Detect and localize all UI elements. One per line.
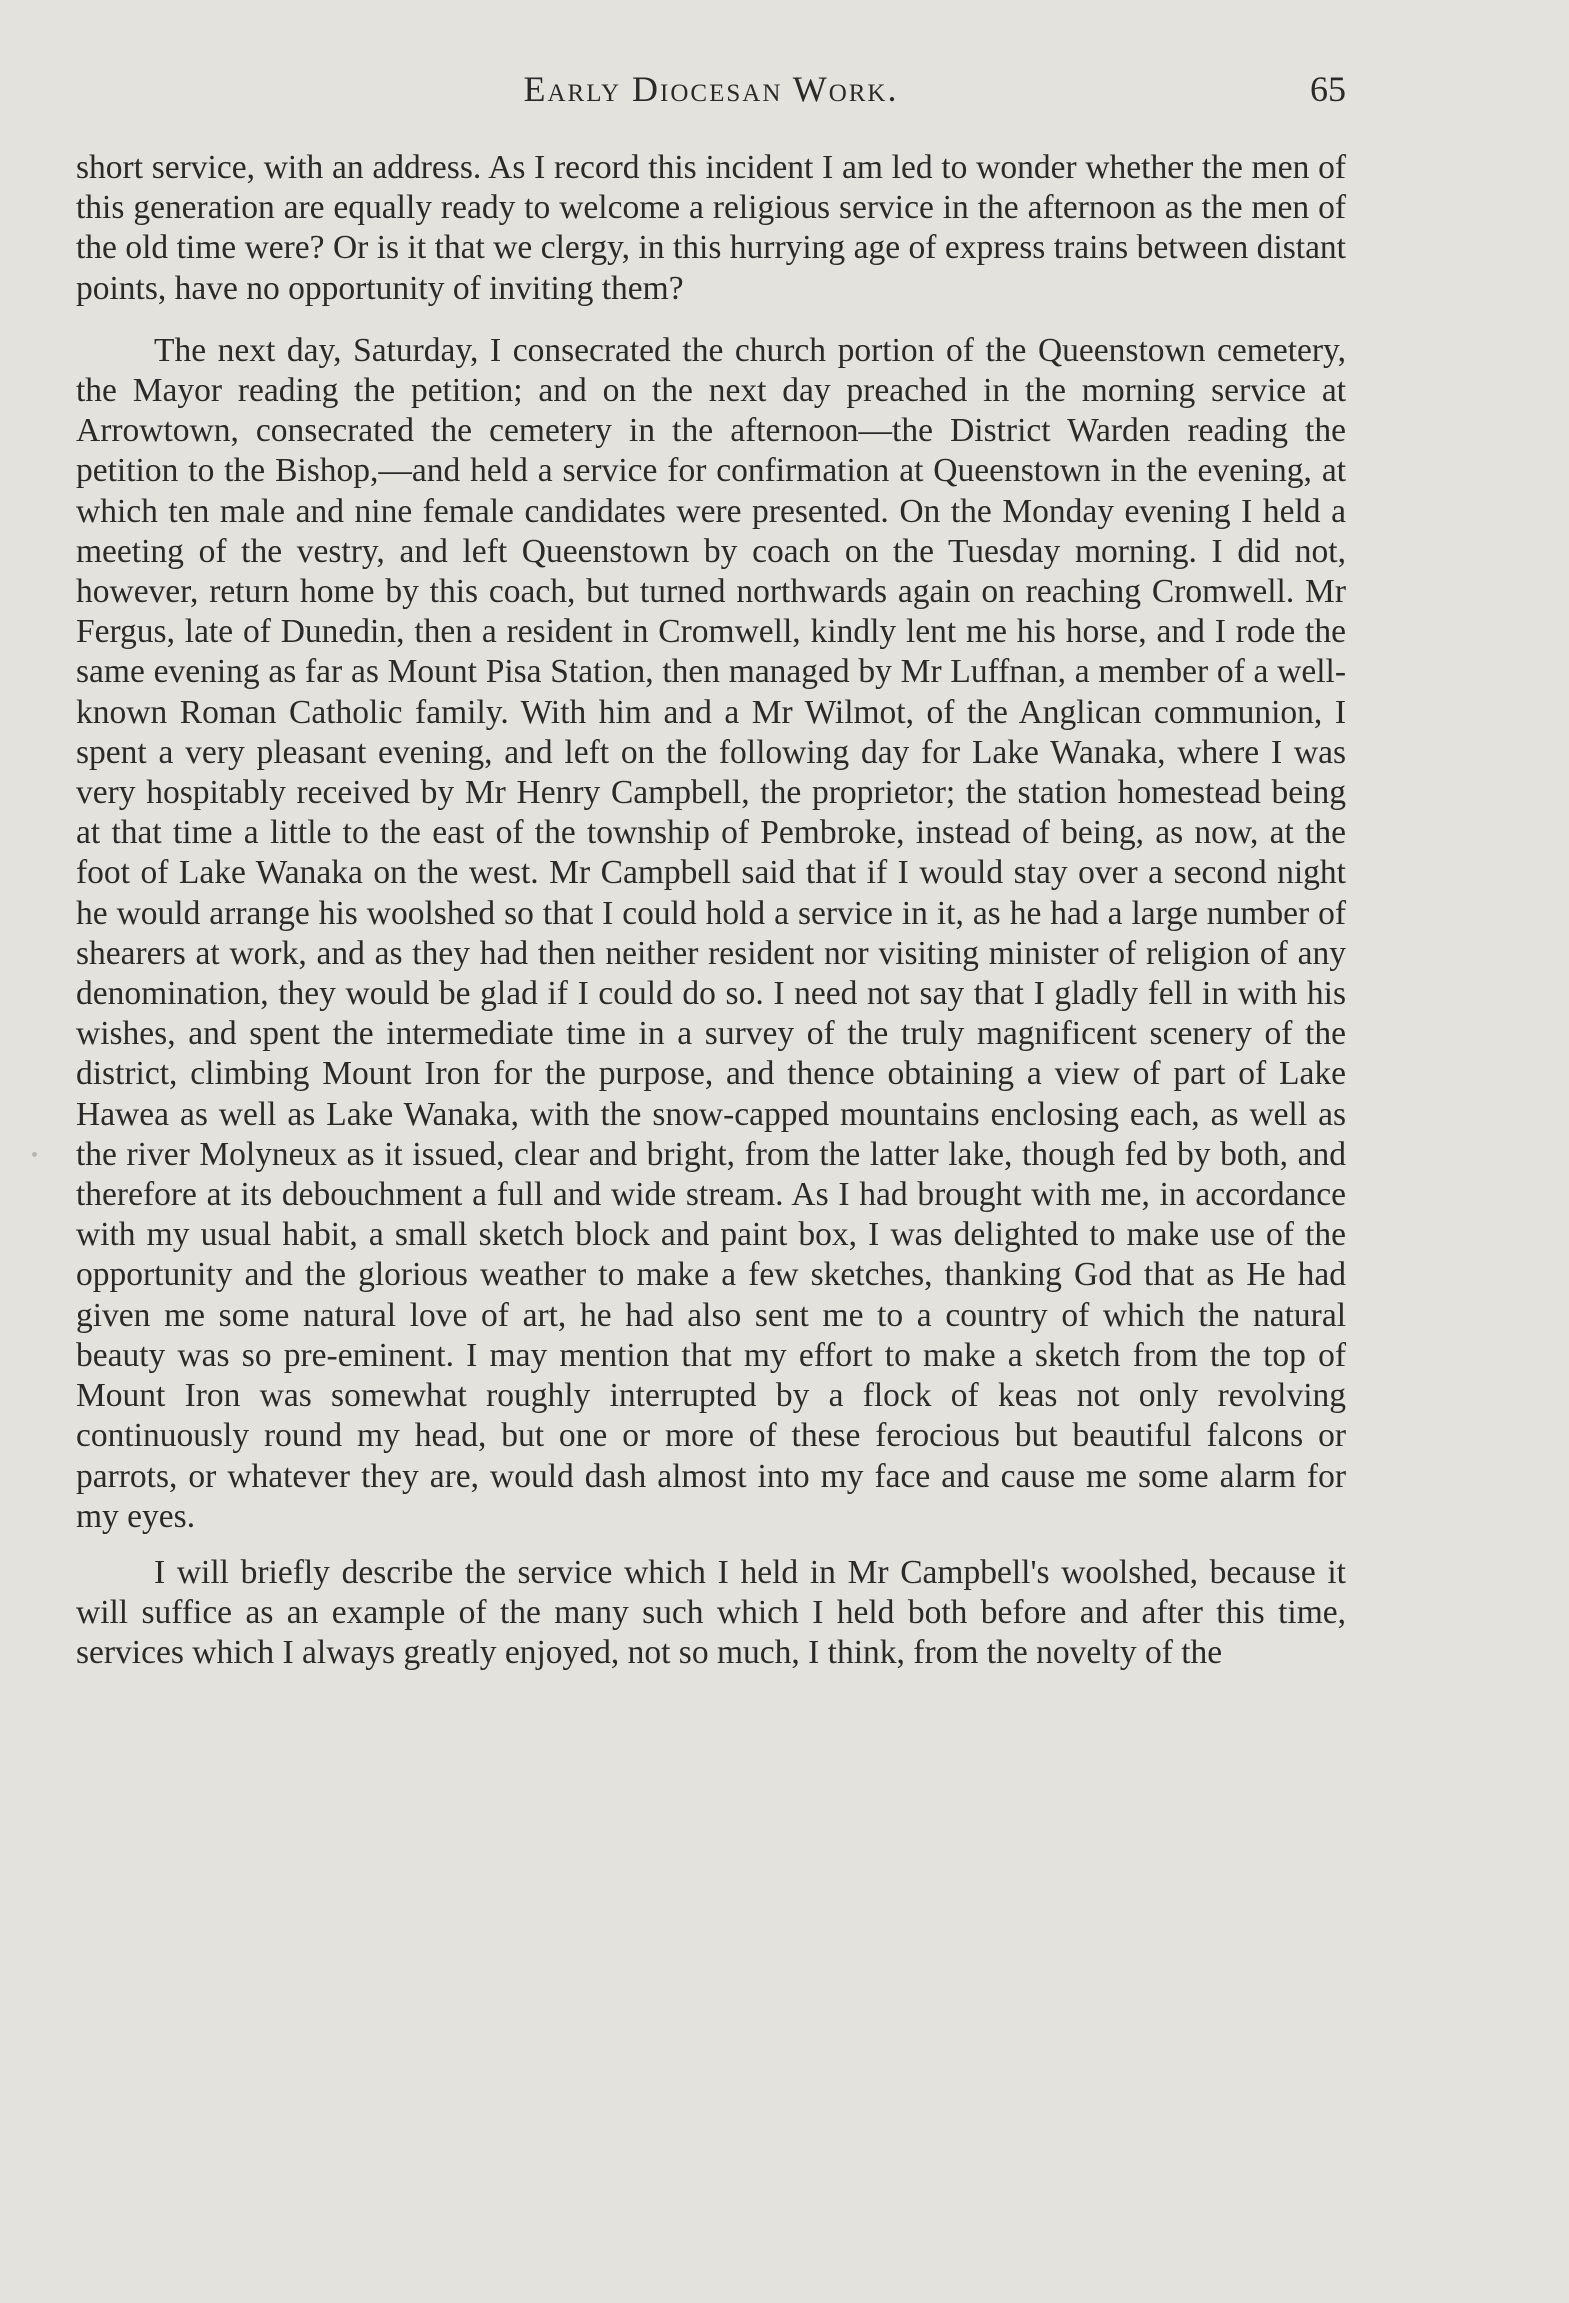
paragraph-1: short service, with an address. As I record this incident I am led to wonder whether the men of this generation are equally ready to welcome a religious service in the afternoon as the men of the old time were? Or is it that we clergy, in this hurrying age of express trains between distant points, have no opportunity of inviting them? (76, 149, 1346, 307)
margin-speck (32, 1152, 37, 1157)
running-head (76, 64, 1346, 114)
running-title: Early Diocesan Work. (523, 69, 899, 109)
page-number: 65 (1310, 69, 1346, 109)
body-text (76, 148, 1346, 1674)
paragraph-3: I will briefly describe the service which I held in Mr Campbell's woolshed, because it will suffice as an example of the many such which I held both before and after this time, services which I always greatly enjoyed, not so much, I think, from the novelty of the (76, 1553, 1346, 1672)
paragraph-2: The next day, Saturday, I consecrated the church portion of the Queenstown cemetery, the Mayor reading the petition; and on the next day preached in the morning service at Arrowtown, consecrated the cemetery in the afternoon—the District Warden reading the petition to the Bishop,—and held a service for confirmation at Queenstown in the evening, at which ten male and nine female candidates were presented. On the Monday evening I held a meeting of the vestry, and left Queenstown by coach on the Tuesday morning. I did not, however, return home by this coach, but turned northwards again on reaching Cromwell. Mr Fergus, late of Dunedin, then a resident in Cromwell, kindly lent me his horse, and I rode the same evening as far as Mount Pisa Station, then managed by Mr Luffnan, a member of a well-known Roman Catholic family. With him and a Mr Wilmot, of the Anglican communion, I spent a very pleasant evening, and left on the following day for Lake Wanaka, where I was very hospitably received by Mr Henry Campbell, the proprietor; the station homestead being at that time a little to the east of the township of Pembroke, instead of being, as now, at the foot of Lake Wanaka on the west. Mr Campbell said that if I would stay over a second night he would arrange his woolshed so that I could hold a service in it, as he had a large number of shearers at work, and as they had then neither resident nor visiting minister of religion of any denomination, they would be glad if I could do so. I need not say that I gladly fell in with his wishes, and spent the intermediate time in a survey of the truly magnificent scenery of the district, climbing Mount Iron for the purpose, and thence obtaining a view of part of Lake Hawea as well as Lake Wanaka, with the snow-capped mountains enclosing each, as well as the river Molyneux as it issued, clear and bright, from the latter lake, though fed by both, and therefore at its debouchment a full and wide stream. As I had brought with me, in accordance with my usual habit, a small sketch block and paint box, I was delighted to make use of the opportunity and the glorious weather to make a few sketches, thanking God that as He had given me some natural love of art, he had also sent me to a country of which the natural beauty was so pre-eminent. I may mention that my effort to make a sketch from the top of Mount Iron was somewhat roughly interrupted by a flock of keas not only revolving continuously round my head, but one or more of these ferocious but beautiful falcons or parrots, or whatever they are, would dash almost into my face and cause me some alarm for my eyes. (76, 331, 1346, 1535)
